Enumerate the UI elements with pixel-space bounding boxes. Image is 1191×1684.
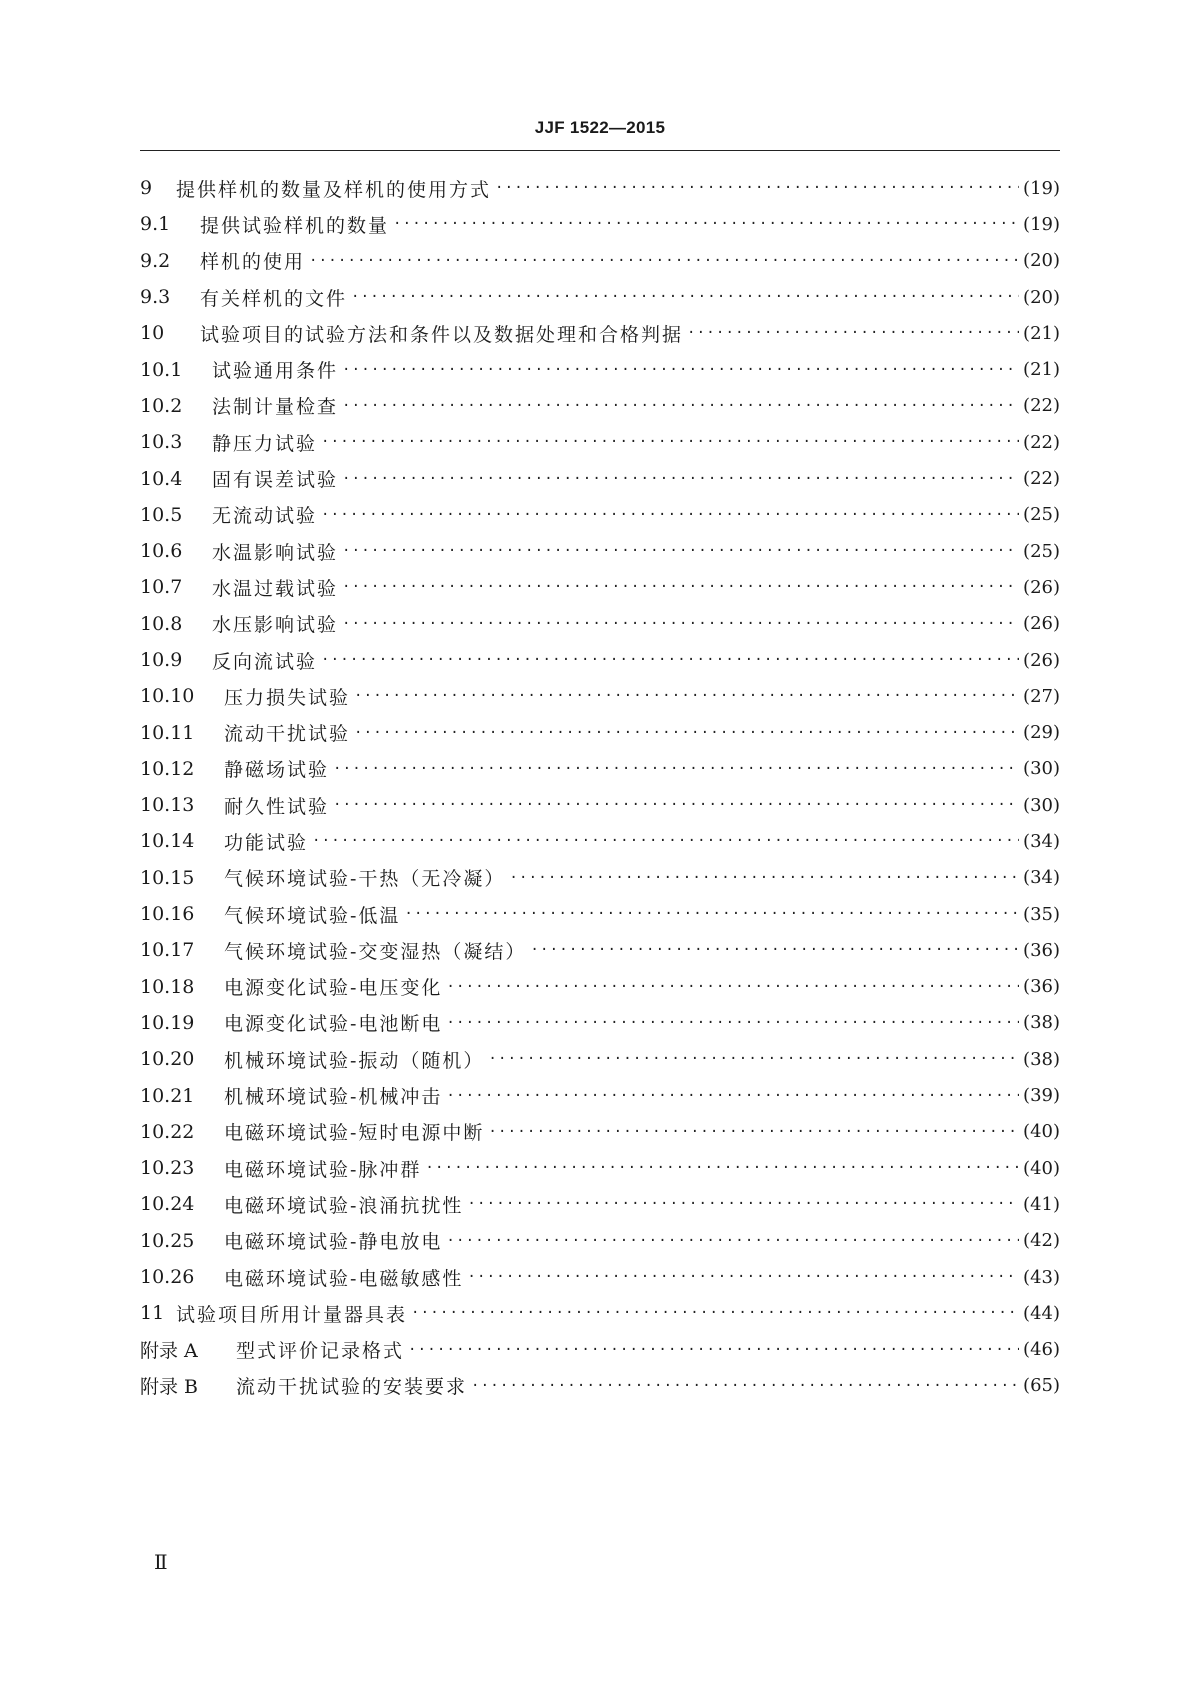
dot-leader	[333, 761, 1019, 777]
dot-leader	[321, 652, 1019, 668]
toc-entry[interactable]	[140, 714, 1060, 750]
dot-leader	[321, 507, 1019, 523]
toc-entry[interactable]	[140, 243, 1060, 279]
toc-entry-page: (41)	[1023, 1193, 1060, 1215]
dot-leader	[342, 579, 1019, 595]
dot-leader	[488, 1124, 1019, 1140]
toc-entry-number: 10.12	[140, 757, 195, 780]
toc-entry-page: (27)	[1023, 685, 1060, 707]
toc-entry-title: 电磁环境试验-电磁敏感性	[224, 1267, 464, 1290]
toc-entry[interactable]	[140, 424, 1060, 460]
toc-entry-title: 反向流试验	[212, 650, 318, 673]
dot-leader	[687, 325, 1019, 341]
toc-entry-title: 水压影响试验	[212, 614, 339, 637]
toc-entry[interactable]	[140, 678, 1060, 714]
dot-leader	[321, 434, 1019, 450]
toc-entry[interactable]	[140, 460, 1060, 496]
dot-leader	[471, 1378, 1019, 1394]
toc-entry-page: (19)	[1023, 213, 1060, 235]
toc-entry-number: 10.13	[140, 794, 195, 817]
dot-leader	[393, 216, 1019, 232]
toc-entry-page: (21)	[1023, 322, 1060, 344]
toc-entry-title: 样机的使用	[200, 251, 306, 274]
toc-entry-number: 10.21	[140, 1084, 195, 1107]
toc-entry[interactable]	[140, 569, 1060, 605]
toc-entry[interactable]	[140, 1077, 1060, 1113]
dot-leader	[411, 1305, 1019, 1321]
toc-entry-page: (30)	[1023, 794, 1060, 816]
toc-entry-title: 固有误差试验	[212, 469, 339, 492]
toc-entry-page: (25)	[1023, 504, 1060, 526]
toc-entry-title: 电磁环境试验-静电放电	[224, 1231, 443, 1254]
toc-entry-page: (44)	[1023, 1302, 1060, 1324]
toc-entry-title: 法制计量检查	[212, 396, 339, 419]
dot-leader	[495, 180, 1019, 196]
toc-entry-number: 9.3	[140, 286, 171, 309]
toc-entry-page: (19)	[1023, 177, 1060, 199]
toc-entry[interactable]	[140, 351, 1060, 387]
toc-entry-number: 10	[140, 322, 165, 345]
toc-entry-number: 10.17	[140, 939, 195, 962]
toc-entry-page: (29)	[1023, 722, 1060, 744]
toc-entry-page: (26)	[1023, 576, 1060, 598]
toc-entry-title: 气候环境试验-交变湿热（凝结）	[224, 940, 527, 963]
toc-entry-number: 附录 B	[140, 1376, 199, 1399]
toc-entry[interactable]	[140, 279, 1060, 315]
toc-entry[interactable]	[140, 1186, 1060, 1222]
toc-entry-title: 提供样机的数量及样机的使用方式	[176, 178, 492, 201]
toc-entry-page: (65)	[1023, 1375, 1060, 1397]
toc-entry-number: 10.19	[140, 1011, 195, 1034]
toc-entry-number: 10.1	[140, 358, 183, 381]
toc-entry-number: 10.24	[140, 1193, 195, 1216]
toc-entry-number: 10.11	[140, 721, 195, 744]
toc-entry-number: 10.4	[140, 467, 183, 490]
toc-entry-page: (38)	[1023, 1012, 1060, 1034]
toc-entry-title: 气候环境试验-低温	[224, 904, 401, 927]
toc-entry-number: 10.10	[140, 685, 195, 708]
toc-entry-title: 电磁环境试验-短时电源中断	[224, 1122, 485, 1145]
toc-entry-title: 流动干扰试验	[224, 723, 351, 746]
toc-entry[interactable]	[140, 1150, 1060, 1186]
toc-entry-page: (20)	[1023, 250, 1060, 272]
toc-entry-title: 静磁场试验	[224, 759, 330, 782]
toc-entry-number: 10.5	[140, 503, 183, 526]
toc-entry-number: 10.8	[140, 612, 183, 635]
toc-entry-number: 10.3	[140, 431, 183, 454]
dot-leader	[446, 1233, 1019, 1249]
dot-leader	[333, 797, 1019, 813]
dot-leader	[425, 1160, 1019, 1176]
toc-entry[interactable]	[140, 170, 1060, 206]
toc-entry-page: (22)	[1023, 468, 1060, 490]
toc-entry-number: 9.1	[140, 213, 171, 236]
toc-entry-page: (36)	[1023, 939, 1060, 961]
toc-entry[interactable]	[140, 751, 1060, 787]
toc-entry-page: (39)	[1023, 1085, 1060, 1107]
toc-entry[interactable]	[140, 1223, 1060, 1259]
toc-entry-title: 机械环境试验-振动（随机）	[224, 1049, 485, 1072]
toc-entry-title: 气候环境试验-干热（无冷凝）	[224, 868, 506, 891]
toc-entry-title: 试验项目的试验方法和条件以及数据处理和合格判据	[200, 323, 684, 346]
dot-leader	[351, 289, 1019, 305]
toc-entry-page: (26)	[1023, 649, 1060, 671]
toc-entry-number: 10.6	[140, 540, 183, 563]
toc-entry[interactable]	[140, 1114, 1060, 1150]
toc-entry[interactable]	[140, 388, 1060, 424]
toc-entry-title: 试验通用条件	[212, 360, 339, 383]
toc-entry-number: 9.2	[140, 249, 171, 272]
toc-entry-number: 附录 A	[140, 1340, 198, 1363]
toc-entry-title: 水温过载试验	[212, 577, 339, 600]
toc-entry[interactable]	[140, 787, 1060, 823]
toc-entry[interactable]	[140, 1332, 1060, 1368]
toc-entry-title: 提供试验样机的数量	[200, 214, 390, 237]
toc-entry-number: 10.18	[140, 975, 195, 998]
toc-entry-page: (22)	[1023, 395, 1060, 417]
toc-entry-title: 无流动试验	[212, 505, 318, 528]
toc-entry-title: 电源变化试验-电池断电	[224, 1013, 443, 1036]
toc-entry[interactable]	[140, 860, 1060, 896]
dot-leader	[404, 906, 1019, 922]
toc-entry-page: (34)	[1023, 867, 1060, 889]
dot-leader	[342, 471, 1019, 487]
dot-leader	[408, 1342, 1019, 1358]
toc-entry[interactable]	[140, 896, 1060, 932]
toc-entry-title: 功能试验	[224, 831, 309, 854]
toc-entry-number: 10.9	[140, 649, 183, 671]
toc-entry[interactable]	[140, 606, 1060, 642]
toc-entry-page: (22)	[1023, 431, 1060, 453]
toc-entry-number: 10.25	[140, 1229, 195, 1252]
toc-entry-number: 10.20	[140, 1048, 195, 1071]
dot-leader	[354, 725, 1019, 741]
toc-entry-page: (43)	[1023, 1266, 1060, 1288]
toc-entry-title: 水温影响试验	[212, 541, 339, 564]
toc-entry-page: (36)	[1023, 976, 1060, 998]
toc-entry-page: (21)	[1023, 359, 1060, 381]
dot-leader	[446, 1088, 1019, 1104]
toc-entry-number: 10.26	[140, 1266, 195, 1289]
toc-entry-page: (20)	[1023, 286, 1060, 308]
toc-entry-number: 11	[140, 1302, 165, 1325]
toc-entry-title: 静压力试验	[212, 432, 318, 455]
dot-leader	[467, 1269, 1019, 1285]
toc-entry-page: (40)	[1023, 1157, 1060, 1179]
toc-entry-page: (30)	[1023, 758, 1060, 780]
table-of-contents	[140, 170, 1060, 1404]
toc-entry[interactable]	[140, 1041, 1060, 1077]
dot-leader	[446, 979, 1019, 995]
dot-leader	[354, 688, 1019, 704]
dot-leader	[342, 543, 1019, 559]
dot-leader	[530, 942, 1019, 958]
dot-leader	[509, 870, 1019, 886]
toc-entry[interactable]	[140, 969, 1060, 1005]
toc-entry[interactable]	[140, 533, 1060, 569]
toc-entry-page: (42)	[1023, 1230, 1060, 1252]
dot-leader	[342, 616, 1019, 632]
toc-entry[interactable]	[140, 1005, 1060, 1041]
toc-entry-page: (46)	[1023, 1339, 1060, 1361]
running-header: JJF 1522—2015	[534, 118, 666, 137]
toc-entry[interactable]	[140, 642, 1060, 678]
toc-entry[interactable]	[140, 206, 1060, 242]
toc-entry-page: (26)	[1023, 613, 1060, 635]
toc-entry-number: 10.16	[140, 903, 195, 926]
toc-entry-title: 电源变化试验-电压变化	[224, 977, 443, 1000]
toc-entry-number: 9	[140, 177, 153, 200]
dot-leader	[342, 398, 1019, 414]
toc-entry-number: 10.15	[140, 866, 195, 889]
toc-entry-number: 10.2	[140, 394, 183, 417]
toc-entry[interactable]	[140, 1295, 1060, 1331]
toc-entry-page: (35)	[1023, 903, 1060, 925]
dot-leader	[309, 253, 1019, 269]
dot-leader	[467, 1196, 1019, 1212]
toc-entry-number: 10.7	[140, 576, 183, 599]
toc-entry-title: 流动干扰试验的安装要求	[236, 1376, 468, 1399]
toc-entry-title: 耐久性试验	[224, 795, 330, 818]
toc-entry-title: 有关样机的文件	[200, 287, 348, 310]
toc-entry[interactable]	[140, 315, 1060, 351]
toc-entry[interactable]	[140, 1368, 1060, 1404]
toc-entry-page: (38)	[1023, 1048, 1060, 1070]
toc-entry[interactable]	[140, 1259, 1060, 1295]
toc-entry-title: 电磁环境试验-脉冲群	[224, 1158, 422, 1181]
toc-entry-number: 10.23	[140, 1157, 195, 1180]
toc-entry-title: 电磁环境试验-浪涌抗扰性	[224, 1194, 464, 1217]
page-number: Ⅱ	[154, 1550, 168, 1574]
dot-leader	[488, 1051, 1019, 1067]
toc-entry-number: 10.14	[140, 830, 195, 853]
toc-entry[interactable]	[140, 932, 1060, 968]
toc-entry[interactable]	[140, 497, 1060, 533]
header-rule	[140, 150, 1060, 151]
toc-entry-page: (40)	[1023, 1121, 1060, 1143]
toc-entry-title: 机械环境试验-机械冲击	[224, 1086, 443, 1109]
dot-leader	[342, 362, 1019, 378]
toc-entry-page: (25)	[1023, 540, 1060, 562]
toc-entry-title: 型式评价记录格式	[236, 1340, 405, 1363]
toc-entry-title: 压力损失试验	[224, 686, 351, 709]
toc-entry[interactable]	[140, 823, 1060, 859]
dot-leader	[446, 1015, 1019, 1031]
toc-entry-number: 10.22	[140, 1120, 195, 1143]
toc-entry-page: (34)	[1023, 830, 1060, 852]
dot-leader	[312, 833, 1019, 849]
toc-entry-title: 试验项目所用计量器具表	[176, 1303, 408, 1326]
